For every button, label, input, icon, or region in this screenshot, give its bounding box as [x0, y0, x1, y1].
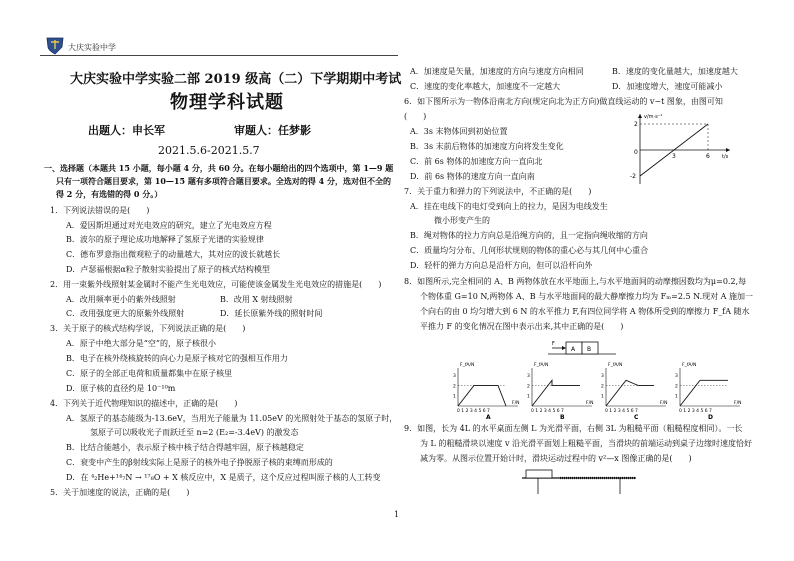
subject-title: 物理学科试题: [170, 92, 284, 113]
q1-option-d: D．卢瑟福根据α粒子散射实验提出了原子的核式结构模型: [66, 265, 270, 274]
q1-option-a: A．爱因斯坦通过对光电效应的研究，建立了光电效应方程: [66, 221, 272, 230]
q5-option-d: D．加速度增大，速度可能减小: [612, 82, 723, 91]
vt-ytick-0: 0: [634, 149, 638, 156]
q8-fig-xticks: 0 1 2 3 4 5 6 7: [679, 409, 712, 414]
q8-fig-ylabel: F_fA/N: [460, 363, 475, 368]
q8-fig-ytick: 3: [601, 374, 604, 380]
q4-option-a-line1: A．氢原子的基态能级为-13.6eV，当用光子能量为 11.05eV 的光照射处于基态的氢原子时，: [66, 414, 398, 423]
q5-option-b: B．速度的变化量越大，加速度越大: [612, 67, 738, 76]
setter: 出题人：申长军: [88, 124, 165, 137]
q3-stem: 3．关于原子的核式结构学说，下列说法正确的是( ): [50, 324, 246, 333]
q7-option-d: D．轻杆的弹力方向总是沿杆方向，但可以沿杆向外: [410, 261, 593, 270]
school-logo-icon: [44, 34, 66, 56]
q7-option-a-line2: 微小形变产生的: [434, 216, 490, 225]
q4-option-c: C．衰变中产生的β射线实际上是原子的核外电子挣脱原子核的束缚而形成的: [66, 458, 333, 467]
q8-fig-ytick: 2: [527, 384, 530, 390]
q8-fig-ytick: 2: [675, 384, 678, 390]
authors: [88, 122, 311, 138]
q8-fig-curve: [680, 380, 728, 406]
q8-fig-label: D: [708, 414, 713, 420]
q4-stem: 4．下列关于近代物理知识的描述中，正确的是( ): [50, 399, 238, 408]
q9-line1: 9．如图，长为 4L 的水平桌面左侧 L 为光滑平面，右侧 3L 为粗糙平面（粗糙程度相同）。一长: [404, 424, 743, 433]
q6-option-b: B．3s 末前后物体的加速度方向将发生变化: [410, 142, 564, 151]
section-instructions-line1: 一、选择题（本题共 15 小题，每小题 4 分，共 60 分。在每小题给出的四个选项中，第 1—9 题: [44, 163, 394, 173]
q8-fig-curve: [532, 380, 580, 406]
q2-option-c: C．改用强度更大的原紫外线照射: [66, 309, 185, 318]
section-instructions-line3: 得 2 分，有选错的得 0 分。）: [56, 189, 163, 199]
q8-fig-xlabel: F/N: [512, 401, 520, 406]
slider-block: [526, 470, 552, 478]
reviewer: 审题人：任梦影: [234, 124, 311, 137]
q8-fig-xticks: 0 1 2 3 4 5 6 7: [457, 409, 490, 414]
exam-title: 大庆实验中学实验二部 2019 级高（二）下学期期中考试: [70, 72, 402, 87]
q8-fig-ytick: 1: [675, 394, 678, 400]
section-instructions-line2: 只有一项符合题目要求，第 10—15 题有多项符合题目要求。全选对的得 4 分，选对但不全的: [56, 176, 391, 186]
header-divider: [40, 55, 398, 56]
q6-stem: 6．如下图所示为一物体沿南北方向(规定向北为正方向)做直线运动的 v−t 图象，由图可知: [404, 97, 723, 106]
q8-option-graphs: [452, 360, 748, 420]
q6-option-d: D．前 6s 物体的速度方向一直向南: [410, 172, 535, 181]
q9-line2: 为 L 的粗糙滑块以速度 v 沿光滑平面划上粗糙平面，当滑块的前端运动到桌子边缘时速度恰好: [420, 439, 752, 448]
q6-option-a: A．3s 末物体回到初始位置: [410, 127, 508, 136]
q8-fig-xlabel: F/N: [660, 401, 668, 406]
q8-fig-ylabel: F_fA/N: [608, 363, 623, 368]
svg-text:F: F: [552, 341, 555, 347]
q8-fig-xlabel: F/N: [586, 401, 594, 406]
q8-line1: 8．如图所示,完全相同的 A、B 两物体放在水平地面上,与水平地面间的动摩擦因数均为μ=0.2,每: [404, 277, 747, 286]
q8-fig-ylabel: F_fA/N: [534, 363, 549, 368]
q1-option-b: B．波尔的原子理论成功地解释了氢原子光谱的实验规律: [66, 235, 264, 244]
q7-option-a-line1: A．挂在电线下的电灯受到向上的拉力，是因为电线发生: [410, 202, 608, 211]
q8-fig-ytick: 3: [527, 374, 530, 380]
q8-line3: 个向右的由 0 均匀增大到 6 N 的水平推力 F,有四位同学将 A 物体所受到的摩擦力 F_fA 随水: [420, 307, 750, 316]
q4-option-d: D．在 ⁴₂He+¹⁴₇N → ¹⁷₈O + X 核反应中，X 是质子，这个反应过程叫原子核的人工转变: [66, 473, 381, 482]
q3-option-c: C．原子的全部正电荷和质量都集中在原子核里: [66, 369, 233, 378]
q8-fig-ytick: 1: [527, 394, 530, 400]
q2-option-d: D．延长原紫外线的照射时间: [220, 309, 323, 318]
q8-blocks-diagram: [548, 336, 618, 358]
q8-fig-curve: [606, 380, 654, 406]
exam-dates: 2021.5.6-2021.5.7: [158, 144, 260, 157]
vt-xtick-6: 6: [706, 153, 710, 160]
q8-fig-xlabel: F/N: [734, 401, 742, 406]
q4-option-a-line2: 氢原子可以吸收光子而跃迁至 n=2 (E₂=-3.4eV) 的激发态: [90, 428, 299, 437]
q8-fig-curve: [458, 385, 506, 406]
q8-fig-label: B: [560, 414, 565, 420]
svg-text:A: A: [571, 346, 576, 353]
q5-option-a: A．加速度是矢量，加速度的方向与速度方向相同: [410, 67, 584, 76]
q5-stem: 5．关于加速度的说法，正确的是( ): [50, 488, 190, 497]
q3-option-b: B．电子在核外绕核旋转的向心力是原子核对它的强相互作用力: [66, 354, 288, 363]
q8-fig-ylabel: F_fA/N: [682, 363, 697, 368]
q6-option-c: C．前 6s 物体的加速度方向一直向北: [410, 157, 543, 166]
q4-option-b: B．比结合能越小，表示原子核中核子结合得越牢固，原子核越稳定: [66, 443, 304, 452]
vt-xlabel: t/s: [722, 154, 729, 160]
q8-line2: 个物体重 G=10 N,两物体 A、B 与水平地面间的最大静摩擦力均为 Fₘ=2.5 N.现对 A 施加一: [420, 292, 753, 301]
school-name: 大庆实验中学: [68, 43, 116, 52]
svg-text:B: B: [587, 346, 592, 353]
q2-stem: 2．用一束紫外线照射某金属时不能产生光电效应，可能使该金属发生光电效应的措施是( ): [50, 280, 382, 289]
q7-stem: 7．关于重力和弹力的下列说法中，不正确的是( ): [404, 187, 592, 196]
q8-fig-ytick: 3: [453, 374, 456, 380]
q6-bracket: ( ): [404, 112, 427, 121]
vt-xtick-3: 3: [672, 153, 676, 160]
q8-fig-ytick: 2: [601, 384, 604, 390]
q2-option-b: B．改用 X 射线照射: [220, 295, 293, 304]
q8-fig-ytick: 3: [675, 374, 678, 380]
q3-option-a: A．原子中绝大部分是“空”的，原子核很小: [66, 339, 216, 348]
vt-ytick-neg2: -2: [630, 173, 636, 180]
q7-option-c: C．质量均匀分布、几何形状规则的物体的重心必与其几何中心重合: [410, 246, 649, 255]
q8-fig-ytick: 2: [453, 384, 456, 390]
q8-fig-ytick: 1: [453, 394, 456, 400]
q7-option-b: B．绳对物体的拉力方向总是沿绳方向的，且一定指向绳收缩的方向: [410, 231, 648, 240]
vt-ylabel: v/m·s⁻¹: [644, 114, 663, 120]
q1-stem: 1．下列说法错误的是( ): [50, 206, 150, 215]
q8-fig-xticks: 0 1 2 3 4 5 6 7: [605, 409, 638, 414]
vt-ytick-2: 2: [634, 121, 638, 128]
q2-option-a: A．改用频率更小的紫外线照射: [66, 295, 176, 304]
page-number: 1: [394, 510, 400, 519]
q8-fig-xticks: 0 1 2 3 4 5 6 7: [531, 409, 564, 414]
q1-option-c: C．德布罗意指出微观粒子的动量越大，其对应的波长就越长: [66, 250, 281, 259]
q9-line3: 减为零。从图示位置开始计时，滑块运动过程中的 v²—x 图像正确的是( ): [420, 454, 692, 463]
q8-fig-label: A: [486, 414, 491, 420]
q5-option-c: C．速度的变化率越大，加速度不一定越大: [410, 82, 561, 91]
q8-line4: 平推力 F 的变化情况在图中表示出来,其中正确的是( ): [420, 322, 624, 331]
q6-vt-graph: [626, 110, 736, 188]
q8-fig-ytick: 1: [601, 394, 604, 400]
q3-option-d: D．原子核的直径约是 10⁻¹⁰m: [66, 384, 176, 393]
q9-table-diagram: [520, 466, 640, 496]
q8-fig-label: C: [634, 414, 639, 420]
